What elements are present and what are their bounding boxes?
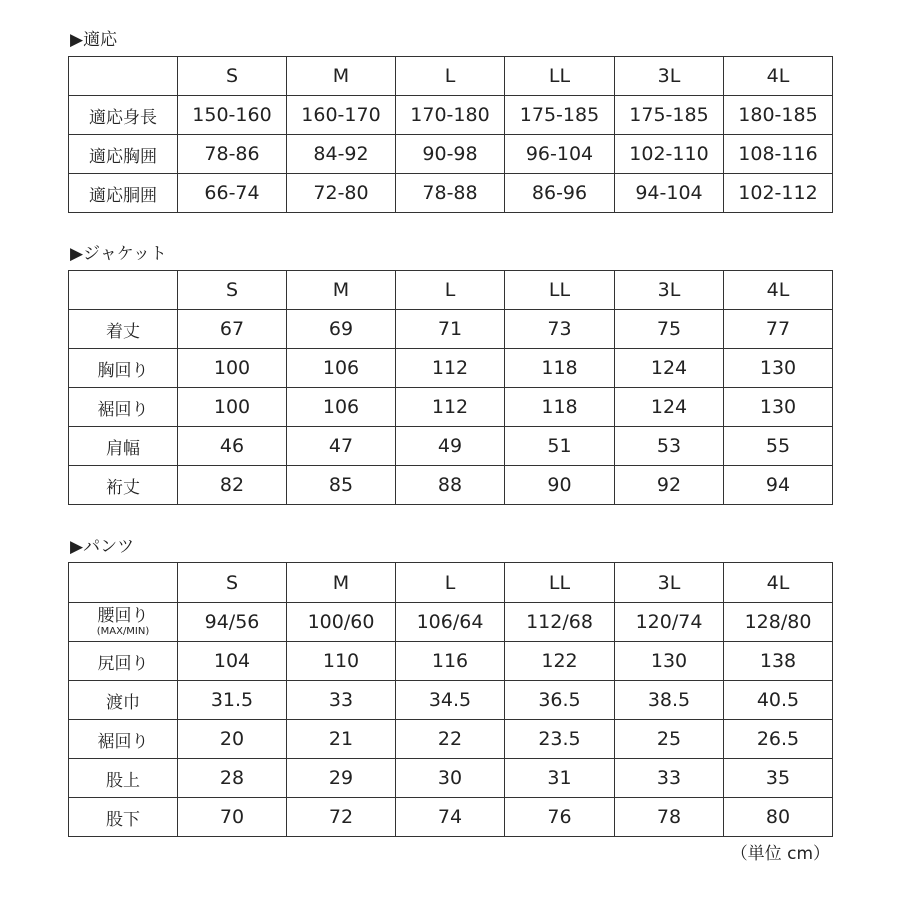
value-cell: 36.5 — [505, 681, 615, 720]
table-row — [69, 798, 833, 837]
unit-note: （単位 cm） — [730, 844, 830, 864]
value-cell: 112 — [396, 388, 505, 427]
section-title-jacket: ▶ジャケット — [70, 244, 167, 264]
row-label: 胸回り — [69, 349, 178, 388]
value-cell: 160-170 — [287, 96, 396, 135]
value-cell: 150-160 — [178, 96, 287, 135]
value-cell: 74 — [396, 798, 505, 837]
row-sublabel: (MAX/MIN) — [96, 625, 150, 637]
value-cell: 78-88 — [396, 174, 505, 213]
header-cell-size: S — [178, 57, 287, 96]
value-cell: 175-185 — [505, 96, 615, 135]
header-cell-size: 3L — [615, 57, 724, 96]
header-cell-corner — [69, 563, 178, 603]
value-cell: 96-104 — [505, 135, 615, 174]
table-row — [69, 135, 833, 174]
table-row — [69, 681, 833, 720]
value-cell: 55 — [724, 427, 833, 466]
value-cell: 175-185 — [615, 96, 724, 135]
value-cell: 40.5 — [724, 681, 833, 720]
value-cell: 29 — [287, 759, 396, 798]
header-cell-size: 3L — [615, 563, 724, 603]
table-row — [69, 310, 833, 349]
row-label: 股上 — [69, 759, 178, 798]
value-cell: 104 — [178, 642, 287, 681]
value-cell: 180-185 — [724, 96, 833, 135]
value-cell: 88 — [396, 466, 505, 505]
value-cell: 82 — [178, 466, 287, 505]
row-label: 裾回り — [69, 388, 178, 427]
row-label: 肩幅 — [69, 427, 178, 466]
table-row — [69, 603, 833, 642]
value-cell: 90 — [505, 466, 615, 505]
value-cell: 31.5 — [178, 681, 287, 720]
value-cell: 38.5 — [615, 681, 724, 720]
header-cell-size: LL — [505, 563, 615, 603]
value-cell: 122 — [505, 642, 615, 681]
table-row — [69, 642, 833, 681]
value-cell: 26.5 — [724, 720, 833, 759]
row-label: 渡巾 — [69, 681, 178, 720]
value-cell: 100/60 — [287, 603, 396, 642]
value-cell: 72-80 — [287, 174, 396, 213]
value-cell: 94-104 — [615, 174, 724, 213]
header-cell-size: 4L — [724, 563, 833, 603]
value-cell: 31 — [505, 759, 615, 798]
section-title-pants: ▶パンツ — [70, 537, 135, 557]
value-cell: 108-116 — [724, 135, 833, 174]
header-cell-size: M — [287, 563, 396, 603]
table-row — [69, 427, 833, 466]
value-cell: 49 — [396, 427, 505, 466]
value-cell: 102-112 — [724, 174, 833, 213]
table-header-row — [69, 563, 833, 603]
header-cell-size: L — [396, 57, 505, 96]
value-cell: 73 — [505, 310, 615, 349]
row-label: 裄丈 — [69, 466, 178, 505]
value-cell: 110 — [287, 642, 396, 681]
value-cell: 94/56 — [178, 603, 287, 642]
row-label-with-sublabel — [69, 603, 178, 642]
value-cell: 20 — [178, 720, 287, 759]
value-cell: 118 — [505, 388, 615, 427]
value-cell: 94 — [724, 466, 833, 505]
value-cell: 71 — [396, 310, 505, 349]
value-cell: 130 — [615, 642, 724, 681]
value-cell: 130 — [724, 349, 833, 388]
header-cell-size: 4L — [724, 57, 833, 96]
value-cell: 100 — [178, 349, 287, 388]
value-cell: 51 — [505, 427, 615, 466]
value-cell: 130 — [724, 388, 833, 427]
value-cell: 170-180 — [396, 96, 505, 135]
value-cell: 34.5 — [396, 681, 505, 720]
value-cell: 90-98 — [396, 135, 505, 174]
value-cell: 86-96 — [505, 174, 615, 213]
value-cell: 22 — [396, 720, 505, 759]
header-cell-size: L — [396, 563, 505, 603]
value-cell: 124 — [615, 388, 724, 427]
value-cell: 67 — [178, 310, 287, 349]
table-header-row — [69, 57, 833, 96]
header-cell-size: M — [287, 57, 396, 96]
value-cell: 66-74 — [178, 174, 287, 213]
value-cell: 75 — [615, 310, 724, 349]
value-cell: 118 — [505, 349, 615, 388]
value-cell: 100 — [178, 388, 287, 427]
value-cell: 33 — [615, 759, 724, 798]
row-label: 適応身長 — [69, 96, 178, 135]
header-cell-size: M — [287, 271, 396, 310]
table-row — [69, 720, 833, 759]
value-cell: 106 — [287, 388, 396, 427]
row-label: 尻回り — [69, 642, 178, 681]
value-cell: 76 — [505, 798, 615, 837]
header-cell-size: S — [178, 271, 287, 310]
value-cell: 112/68 — [505, 603, 615, 642]
table-row — [69, 466, 833, 505]
value-cell: 106 — [287, 349, 396, 388]
value-cell: 78 — [615, 798, 724, 837]
header-cell-corner — [69, 271, 178, 310]
header-cell-size: S — [178, 563, 287, 603]
header-cell-size: 3L — [615, 271, 724, 310]
fit-table — [68, 56, 833, 213]
row-label: 裾回り — [69, 720, 178, 759]
value-cell: 23.5 — [505, 720, 615, 759]
value-cell: 47 — [287, 427, 396, 466]
value-cell: 77 — [724, 310, 833, 349]
value-cell: 112 — [396, 349, 505, 388]
header-cell-size: LL — [505, 271, 615, 310]
table-row — [69, 759, 833, 798]
table-row — [69, 174, 833, 213]
pants-table — [68, 562, 833, 837]
row-label: 腰回り — [97, 605, 149, 626]
table-row — [69, 388, 833, 427]
row-label: 適応胸囲 — [69, 135, 178, 174]
value-cell: 33 — [287, 681, 396, 720]
value-cell: 128/80 — [724, 603, 833, 642]
row-label: 着丈 — [69, 310, 178, 349]
value-cell: 124 — [615, 349, 724, 388]
value-cell: 106/64 — [396, 603, 505, 642]
value-cell: 84-92 — [287, 135, 396, 174]
section-title-fit: ▶適応 — [70, 30, 118, 50]
value-cell: 30 — [396, 759, 505, 798]
table-header-row — [69, 271, 833, 310]
header-cell-size: LL — [505, 57, 615, 96]
value-cell: 102-110 — [615, 135, 724, 174]
value-cell: 72 — [287, 798, 396, 837]
value-cell: 21 — [287, 720, 396, 759]
row-label: 適応胴囲 — [69, 174, 178, 213]
header-cell-corner — [69, 57, 178, 96]
row-label: 股下 — [69, 798, 178, 837]
value-cell: 69 — [287, 310, 396, 349]
table-row — [69, 349, 833, 388]
table-row — [69, 96, 833, 135]
value-cell: 85 — [287, 466, 396, 505]
value-cell: 46 — [178, 427, 287, 466]
value-cell: 35 — [724, 759, 833, 798]
header-cell-size: L — [396, 271, 505, 310]
value-cell: 53 — [615, 427, 724, 466]
value-cell: 80 — [724, 798, 833, 837]
jacket-table — [68, 270, 833, 505]
value-cell: 120/74 — [615, 603, 724, 642]
value-cell: 28 — [178, 759, 287, 798]
value-cell: 70 — [178, 798, 287, 837]
value-cell: 116 — [396, 642, 505, 681]
value-cell: 138 — [724, 642, 833, 681]
value-cell: 25 — [615, 720, 724, 759]
value-cell: 92 — [615, 466, 724, 505]
header-cell-size: 4L — [724, 271, 833, 310]
value-cell: 78-86 — [178, 135, 287, 174]
